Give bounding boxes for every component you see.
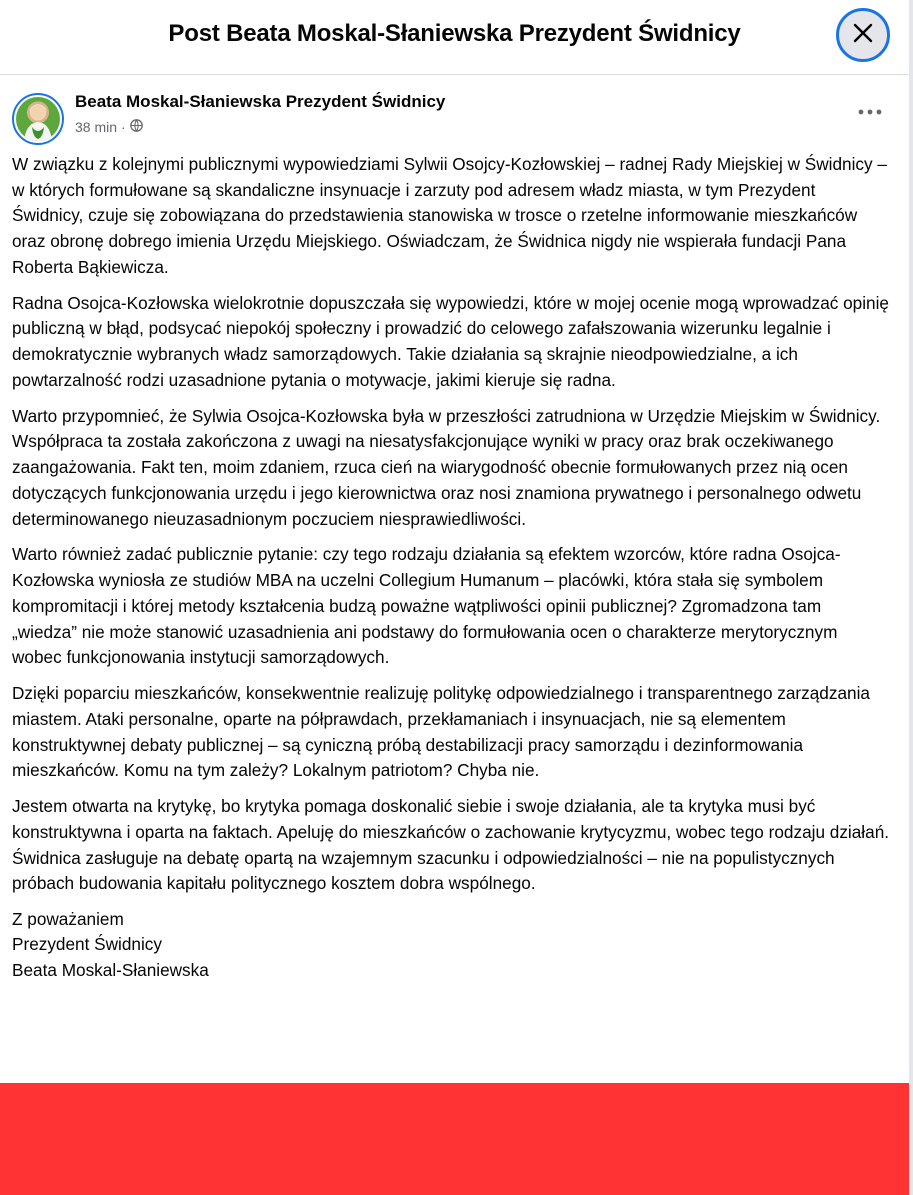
close-button[interactable]	[836, 8, 890, 62]
signature	[12, 907, 890, 983]
signature-title: Prezydent Świdnicy	[12, 934, 162, 955]
more-horizontal-icon	[858, 102, 882, 120]
post-options-button[interactable]	[854, 99, 886, 123]
post-paragraph-2: Radna Osojca-Kozłowska wielokrotnie dopuszczała się wypowiedzi, które w mojej ocenie mogą wprowadzać opinię publiczną w błąd, podsycać niepokój społeczny i prowadzić do celowego zafałszowania wizerunku legalnie i demokratycznie wybranych władz samorządowych. Takie działania są skrajnie nieodpowiedzialne, a ich powtarzalność rodzi uzasadnione pytania o motywacje, jakimi kieruje się radna.	[12, 292, 889, 390]
post-paragraph-3: Warto przypomnieć, że Sylwia Osojca-Kozłowska była w przeszłości zatrudniona w Urzędzie Miejskim w Świdnicy. Współpraca ta została zakończona z uwagi na niesatysfakcjonujące wyniki w pracy oraz brak oczekiwanego zaangażowania. Fakt ten, moim zdaniem, rzuca cień na wiarygodność obecnie formułowanych przez nią ocen dotyczących funkcjonowania urzędu i jego kierownictwa oraz nosi znamiona prywatnego i personalnego odwetu determinowanego nieuzasadnionym poczuciem niesprawiedliwości.	[12, 405, 881, 529]
post-paragraph-1: W związku z kolejnymi publicznymi wypowiedziami Sylwii Osojcy-Kozłowskiej – radnej Rady Miejskiej w Świdnicy – w których formułowane są skandaliczne insynuacje i zarzuty pod adresem władz miasta, w tym Prezydent Świdnicy, czuje się zobowiązana do przedstawienia stanowiska w trosce o rzetelne informowanie mieszkańców oraz obronę dobrego imienia Urzędu Miejskiego. Oświadczam, że Świdnica nigdy nie wspierała fundacji Pana Roberta Bąkiewicza.	[12, 154, 887, 277]
signature-greeting: Z poważaniem	[12, 909, 124, 930]
globe-icon	[130, 119, 143, 135]
avatar-photo	[16, 97, 60, 141]
post-author[interactable]: Beata Moskal-Słaniewska Prezydent Świdnicy	[75, 92, 446, 111]
post-time[interactable]: 38 min	[75, 119, 118, 135]
post-paragraph-6: Jestem otwarta na krytykę, bo krytyka pomaga doskonalić siebie i swoje działania, ale ta krytyka musi być konstruktywna i oparta na faktach. Apeluję do mieszkańców o zachowanie krytycyzmu, wobec tego rodzaju działań. Świdnica zasługuje na debatę opartą na wzajemnym szacunku i odpowiedzialności – nie na populistycznych próbach budowania kapitału politycznego kosztem dobra wspólnego.	[12, 796, 890, 894]
dialog-title: Post Beata Moskal-Słaniewska Prezydent Świdnicy	[168, 20, 741, 47]
post-meta	[75, 119, 143, 135]
author-avatar[interactable]	[12, 93, 64, 145]
red-banner	[0, 1083, 909, 1195]
close-icon	[852, 22, 874, 49]
meta-separator: ·	[121, 119, 126, 135]
dialog-header	[0, 0, 909, 75]
post-body	[12, 152, 890, 983]
post-paragraph-4: Warto również zadać publicznie pytanie: czy tego rodzaju działania są efektem wzorców, które radna Osojca-Kozłowska wyniosła ze studiów MBA na uczelni Collegium Humanum – placówki, która stała się symbolem kompromitacji i której metody kształcenia budzą poważne wątpliwości opinii publicznej? Zgromadzona tam „wiedza” nie może stanowić uzasadnienia ani podstawy do formułowania ocen o charakterze merytorycznym wobec funkcjonowania instytucji samorządowych.	[12, 544, 841, 668]
post-header	[12, 89, 892, 145]
post-paragraph-5: Dzięki poparciu mieszkańców, konsekwentnie realizuję politykę odpowiedzialnego i transparentnego zarządzania miastem. Ataki personalne, oparte na półprawdach, przekłamaniach i insynuacjach, nie są elementem konstruktywnej debaty publicznej – są cyniczną próbą destabilizacji pracy samorządu i dezinformowania mieszkańców. Komu na tym zależy? Lokalnym patriotom? Chyba nie.	[12, 683, 870, 781]
signature-name: Beata Moskal-Słaniewska	[12, 959, 209, 980]
